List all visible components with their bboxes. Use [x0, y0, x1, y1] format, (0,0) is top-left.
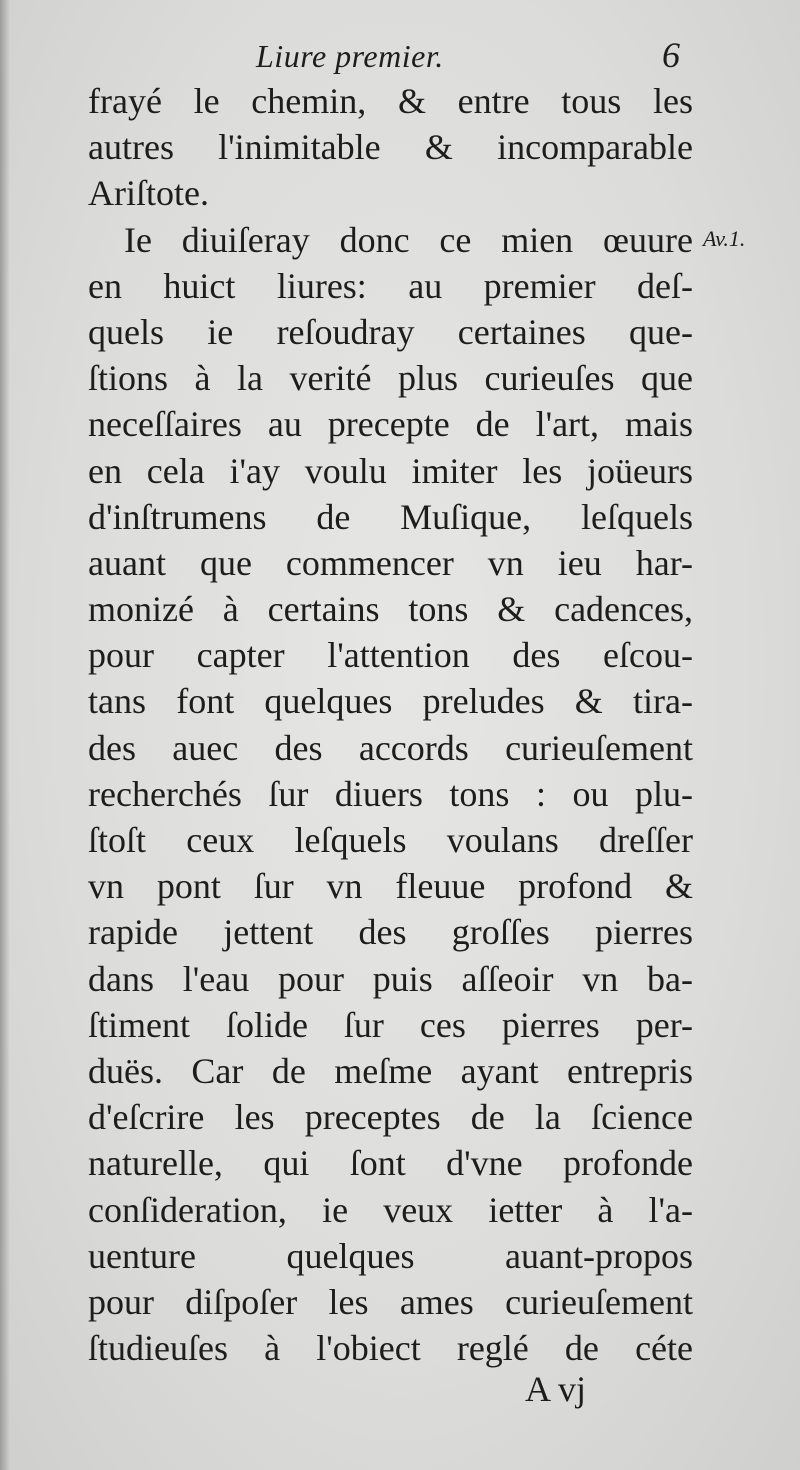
text-line: dans l'eau pour puis aſſeoir vn ba- — [88, 958, 693, 999]
body-text — [88, 78, 693, 1371]
text-line: ſtoſt ceux leſquels voulans dreſſer — [88, 820, 693, 860]
text-line: Ie diuiſeray donc ce mien œuure — [124, 219, 693, 260]
signature-mark: A vj — [525, 1369, 587, 1409]
page-number: 6 — [662, 35, 680, 75]
text-line: rapide jettent des groſſes pierres — [88, 912, 693, 953]
text-line: tans font quelques preludes & tira- — [88, 681, 693, 722]
text-line: monizé à certains tons & cadences, — [88, 589, 693, 630]
text-line: en cela i'ay voulu imiter les joüeurs — [88, 450, 693, 491]
text-line: vn pont ſur vn fleuue profond & — [88, 866, 693, 907]
running-head: Liure premier. — [256, 38, 444, 74]
text-line: auant que commencer vn ieu har- — [88, 542, 693, 583]
text-line: quels ie reſoudray certaines que- — [88, 311, 693, 352]
text-line: en huict liures: au premier deſ- — [88, 265, 693, 306]
text-line: ſtions à la verité plus curieuſes que — [88, 358, 693, 399]
text-line: recherchés ſur diuers tons : ou plu- — [88, 773, 693, 814]
text-line: pour diſpoſer les ames curieuſement — [88, 1281, 693, 1322]
text-line: pour capter l'attention des eſcou- — [88, 635, 693, 676]
margin-note: Av.1. — [703, 226, 746, 251]
text-line: ſtudieuſes à l'obiect reglé de céte — [88, 1328, 693, 1369]
page-gutter-shadow — [0, 0, 10, 1470]
text-line: duës. Car de meſme ayant entrepris — [88, 1050, 693, 1091]
text-line: d'eſcrire les preceptes de la ſcience — [88, 1097, 693, 1138]
text-line: autres l'inimitable & incomparable — [88, 127, 693, 168]
text-line: conſideration, ie veux ietter à l'a- — [88, 1189, 693, 1230]
text-line: ſtiment ſolide ſur ces pierres per- — [88, 1004, 693, 1045]
text-line: naturelle, qui ſont d'vne profonde — [88, 1143, 693, 1184]
text-line: Ariſtote. — [88, 173, 209, 214]
text-line: d'inſtrumens de Muſique, leſquels — [88, 496, 693, 537]
text-line: neceſſaires au precepte de l'art, mais — [88, 404, 693, 445]
text-line: des auec des accords curieuſement — [88, 727, 693, 768]
text-line: frayé le chemin, & entre tous les — [88, 81, 693, 121]
text-line: uenture quelques auant-propos — [88, 1235, 693, 1276]
